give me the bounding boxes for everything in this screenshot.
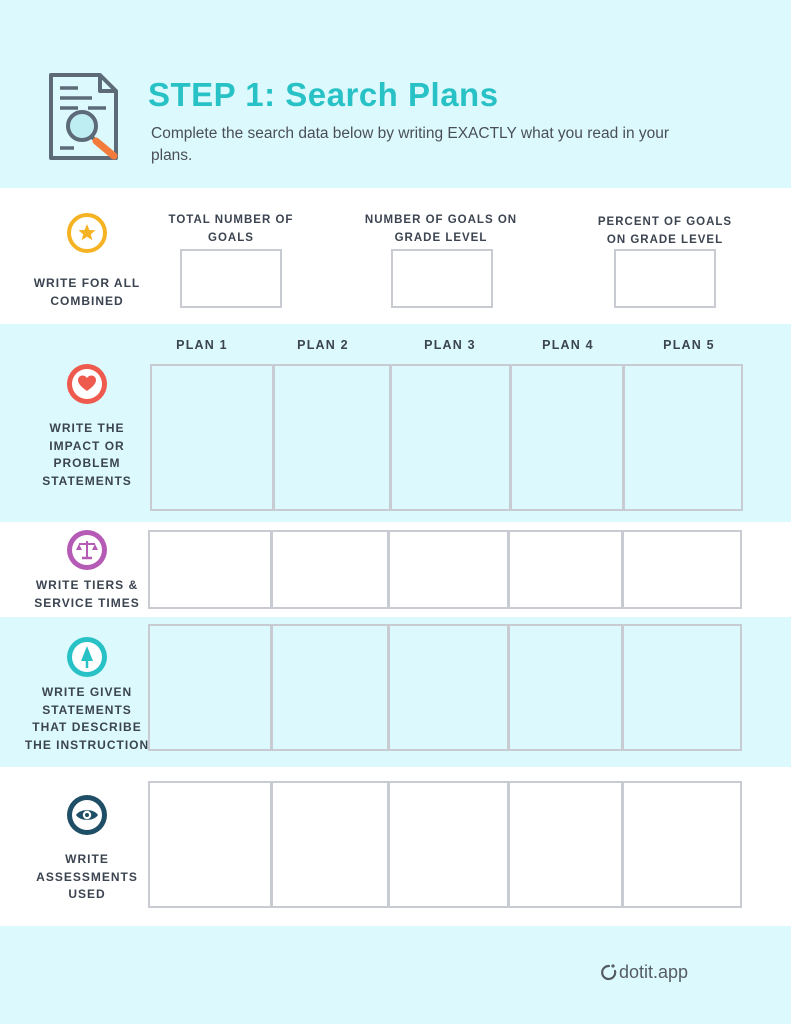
given-plan-4-field[interactable] — [508, 624, 623, 751]
tiers-plan-3-field[interactable] — [388, 530, 509, 609]
brand-name: dotit.app — [619, 962, 689, 982]
plan-1-header: PLAN 1 — [176, 338, 228, 352]
given-plan-2-field[interactable] — [271, 624, 389, 751]
tiers-plan-4-field[interactable] — [508, 530, 623, 609]
tiers-row-label: WRITE TIERS & SERVICE TIMES — [34, 578, 140, 610]
plan-2-header: PLAN 2 — [297, 338, 349, 352]
plan-3-header: PLAN 3 — [424, 338, 476, 352]
star-icon — [67, 213, 107, 253]
goals-on-grade-field[interactable] — [391, 249, 493, 308]
impact-plan-1-field[interactable] — [150, 364, 274, 511]
impact-plan-2-field[interactable] — [273, 364, 391, 511]
plan-5-header: PLAN 5 — [663, 338, 715, 352]
document-search-icon — [48, 72, 122, 167]
impact-plan-4-field[interactable] — [510, 364, 624, 511]
impact-plan-3-field[interactable] — [390, 364, 511, 511]
percent-on-grade-label: PERCENT OF GOALS ON GRADE LEVEL — [597, 216, 733, 246]
plan-4-header: PLAN 4 — [542, 338, 594, 352]
assessments-plan-4-field[interactable] — [508, 781, 623, 908]
total-goals-label: TOTAL NUMBER OF GOALS — [168, 214, 294, 244]
scale-icon — [67, 530, 107, 570]
tree-icon — [67, 637, 107, 677]
impact-row-label: WRITE THE IMPACT OR PROBLEM STATEMENTS — [42, 421, 132, 488]
combined-row-label: WRITE FOR ALL COMBINED — [33, 276, 141, 308]
goals-on-grade-label: NUMBER OF GOALS ON GRADE LEVEL — [364, 214, 518, 244]
assessments-plan-1-field[interactable] — [148, 781, 272, 908]
assessments-plan-5-field[interactable] — [622, 781, 742, 908]
dotit-logo — [601, 962, 688, 983]
eye-icon — [67, 795, 107, 835]
page-subtitle: Complete the search data below by writing EXACTLY what you read in your plans. — [151, 125, 670, 164]
page-title: STEP 1: Search Plans — [148, 76, 499, 113]
total-goals-field[interactable] — [180, 249, 282, 308]
tiers-plan-1-field[interactable] — [148, 530, 272, 609]
given-plan-5-field[interactable] — [622, 624, 742, 751]
given-row-label: WRITE GIVEN STATEMENTS THAT DESCRIBE THE INSTRUCTION — [24, 685, 150, 752]
assessments-plan-2-field[interactable] — [271, 781, 389, 908]
given-plan-3-field[interactable] — [388, 624, 509, 751]
heart-icon — [67, 364, 107, 404]
given-plan-1-field[interactable] — [148, 624, 272, 751]
assessments-plan-3-field[interactable] — [388, 781, 509, 908]
impact-plan-5-field[interactable] — [623, 364, 743, 511]
percent-on-grade-field[interactable] — [614, 249, 716, 308]
tiers-plan-2-field[interactable] — [271, 530, 389, 609]
tiers-plan-5-field[interactable] — [622, 530, 742, 609]
assessments-row-label: WRITE ASSESSMENTS USED — [36, 852, 138, 901]
